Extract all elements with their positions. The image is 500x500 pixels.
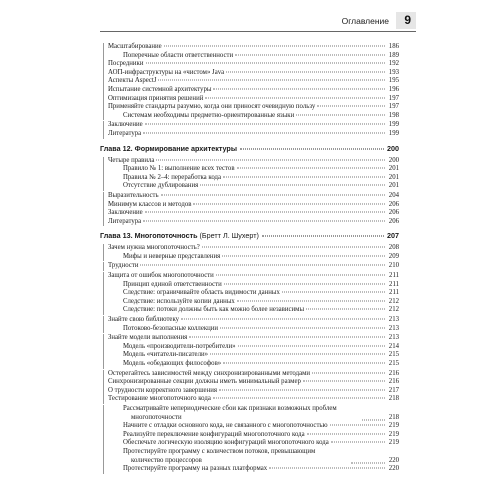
toc-entry-page: 200 — [388, 156, 399, 164]
toc-entry — [108, 157, 399, 166]
leader-dots — [210, 354, 385, 355]
toc-entry — [108, 351, 399, 360]
toc-entry — [108, 121, 399, 130]
toc-entry-title: Выразительность — [108, 191, 159, 199]
toc-entry — [108, 244, 399, 253]
toc-entry-page: 192 — [388, 60, 399, 68]
toc-entry-page: 219 — [388, 439, 399, 447]
toc-entry — [108, 86, 399, 95]
leader-dots — [189, 337, 385, 338]
leader-dots — [282, 292, 385, 293]
leader-dots — [223, 176, 385, 177]
toc-block — [103, 43, 399, 120]
toc-entry-page: 220 — [388, 465, 399, 473]
toc-entry — [108, 395, 399, 404]
toc-entry-page: 211 — [389, 280, 399, 288]
toc-block — [103, 192, 399, 226]
toc-entry-title: Заключение — [108, 121, 143, 129]
toc-entry-title: Применяйте стандарты разумно, когда они приносят очевидную пользу — [108, 103, 316, 111]
leader-dots — [193, 203, 385, 204]
toc-entry-page: 219 — [388, 430, 399, 438]
toc-entry-page: 197 — [388, 94, 399, 102]
toc-block — [103, 244, 399, 261]
toc-entry-page: 206 — [388, 200, 399, 208]
toc-entry-title: Следствие: ограничивайте область видимости данных — [123, 289, 280, 297]
chapter-page: 207 — [387, 231, 399, 241]
chapter-author: (Бретт Л. Шухерт) — [197, 231, 259, 241]
toc-entry-title: Потоково-безопасные коллекции — [123, 324, 219, 332]
toc-entry-page: 201 — [388, 165, 399, 173]
toc-entry-page: 218 — [388, 413, 400, 421]
toc-entry — [108, 43, 399, 52]
toc-entry-page: 199 — [388, 121, 399, 129]
toc-entry-title: Правила № 2–4: переработка кода — [123, 173, 222, 181]
leader-dots — [223, 363, 385, 364]
leader-dots — [143, 220, 385, 221]
toc-block — [103, 121, 399, 138]
toc-entry-title: Испытание системной архитектуры — [108, 85, 212, 93]
toc-entry-page: 209 — [388, 252, 399, 260]
toc-block — [103, 262, 399, 271]
toc-entry — [108, 209, 399, 218]
toc-entry-title: Обеспечьте логическую изоляцию конфигураций многопоточного кода — [123, 439, 329, 447]
toc-entry-title — [123, 405, 360, 422]
toc-entry-title: Аспекты AspectJ — [108, 77, 157, 85]
toc-entry — [108, 289, 399, 298]
toc-entry-page: 210 — [388, 262, 399, 270]
leader-dots — [181, 319, 385, 320]
leader-dots — [330, 425, 385, 426]
leader-dots — [164, 46, 385, 47]
toc-entry — [108, 387, 399, 396]
table-of-contents — [100, 43, 399, 474]
toc-entry-page: 193 — [388, 68, 399, 76]
toc-entry-title: Синхронизированные секции должны иметь минимальный размер — [108, 378, 301, 386]
chapter-heading — [100, 231, 399, 240]
toc-entry — [108, 192, 399, 201]
toc-entry-title: Литература — [108, 129, 142, 137]
toc-entry-page: 195 — [388, 77, 399, 85]
toc-entry-title: Тестирование многопоточного кода — [108, 395, 211, 403]
header-rule — [100, 31, 416, 32]
toc-entry — [108, 281, 399, 290]
leader-dots — [235, 54, 385, 55]
toc-block — [103, 316, 399, 333]
toc-entry-page: 206 — [388, 209, 399, 217]
chapter-title: Глава 12. Формирование архитектуры — [100, 143, 237, 153]
leader-dots — [237, 168, 385, 169]
running-header — [0, 0, 500, 27]
toc-entry-page: 213 — [388, 324, 399, 332]
toc-entry-page: 214 — [388, 342, 399, 350]
chapter-page: 200 — [387, 143, 399, 153]
toc-entry-title: Следствие: потоки должны быть как можно более независимы — [123, 306, 305, 314]
toc-entry-title: Модель «производители-потребители» — [123, 342, 236, 350]
toc-entry — [108, 298, 399, 307]
leader-dots — [351, 463, 385, 464]
toc-entry — [108, 378, 399, 387]
leader-dots — [140, 265, 385, 266]
leader-dots — [226, 71, 385, 72]
toc-entry-title: Модель «обедающих философов» — [123, 360, 222, 367]
toc-entry — [108, 52, 399, 61]
toc-entry-page: 201 — [388, 182, 399, 190]
toc-entry-title: Остерегайтесь зависимостей между синхронизированными методами — [108, 369, 311, 377]
toc-block — [103, 334, 399, 368]
toc-entry — [108, 448, 399, 465]
toc-entry-page: 189 — [388, 51, 399, 59]
toc-entry — [108, 77, 399, 86]
toc-entry-title: Следствие: используйте копии данных — [123, 297, 235, 305]
leader-dots — [216, 275, 385, 276]
toc-entry — [108, 95, 399, 104]
toc-entry-page: 217 — [388, 386, 399, 394]
leader-dots — [303, 381, 385, 382]
toc-entry-title: Знайте модели выполнения — [108, 334, 188, 342]
toc-entry-title: Протестируйте программу на разных платформах — [123, 465, 268, 473]
toc-entry-title: Системам необходимы предметно-ориентированные языки — [123, 111, 295, 119]
running-title: Оглавление — [341, 16, 389, 26]
toc-block — [103, 272, 399, 315]
toc-entry — [108, 182, 399, 191]
toc-entry — [108, 439, 399, 448]
toc-entry-page: 199 — [388, 129, 399, 137]
toc-entry-title: Защита от ошибок многопоточности — [108, 272, 214, 280]
toc-entry-page: 212 — [388, 306, 399, 314]
leader-dots — [202, 247, 385, 248]
toc-entry-page: 216 — [388, 378, 399, 386]
toc-entry-page: 211 — [389, 289, 399, 297]
leader-dots — [269, 468, 385, 469]
toc-entry-title: Литература — [108, 217, 142, 225]
toc-entry — [108, 60, 399, 69]
leader-dots — [238, 345, 385, 346]
toc-entry-page: 213 — [388, 316, 399, 324]
leader-dots — [262, 236, 384, 237]
toc-entry-title: Трудности — [108, 262, 139, 270]
toc-entry — [108, 218, 399, 227]
toc-entry — [108, 130, 399, 139]
toc-entry — [108, 405, 399, 422]
toc-entry — [108, 112, 399, 121]
toc-entry-title: Посредники — [108, 60, 144, 68]
toc-entry — [108, 201, 399, 210]
toc-entry — [108, 69, 399, 78]
toc-entry-title: Поперечные области ответственности — [123, 51, 234, 59]
toc-entry-title: Заключение — [108, 209, 143, 217]
leader-dots — [213, 398, 385, 399]
leader-dots — [240, 148, 384, 149]
toc-entry — [108, 370, 399, 379]
toc-entry-title: О трудности корректного завершения — [108, 386, 217, 394]
toc-entry — [108, 325, 399, 334]
toc-entry-page: 211 — [389, 272, 399, 280]
toc-entry-title: Масштабирование — [108, 43, 162, 50]
toc-entry-title: Оптимизация принятия решений — [108, 94, 204, 102]
toc-entry-page: 208 — [388, 244, 399, 252]
toc-entry-page: 218 — [388, 395, 399, 403]
toc-block — [103, 157, 399, 191]
toc-entry-title: Четыре правила — [108, 156, 155, 164]
toc-entry-title: Принцип единой ответственности — [123, 280, 222, 288]
toc-entry — [108, 316, 399, 325]
toc-entry-title-line: количество процессоров — [131, 456, 202, 464]
toc-entry-page: 198 — [388, 111, 399, 119]
toc-entry-title: Зачем нужна многопоточность? — [108, 244, 200, 252]
toc-entry — [108, 343, 399, 352]
leader-dots — [219, 389, 385, 390]
toc-entry — [108, 465, 399, 474]
page-number: 9 — [404, 13, 411, 27]
leader-dots — [222, 255, 385, 256]
toc-entry — [108, 431, 399, 440]
toc-entry — [108, 165, 399, 174]
toc-entry-title: АОП-инфраструктуры на «чистом» Java — [108, 68, 225, 76]
toc-entry-title: Реализуйте переключение конфигураций многопоточного кода — [123, 430, 305, 438]
toc-entry — [108, 334, 399, 343]
toc-entry-title: Начните с отладки основного кода, не связанного с многопоточностью — [123, 422, 328, 430]
toc-entry — [108, 103, 399, 112]
toc-entry — [108, 306, 399, 315]
leader-dots — [156, 159, 385, 160]
leader-dots — [317, 106, 385, 107]
toc-entry — [108, 262, 399, 271]
toc-entry-page: 219 — [388, 422, 399, 430]
chapter-title — [100, 231, 259, 240]
leader-dots — [362, 420, 385, 421]
toc-entry — [108, 360, 399, 369]
toc-entry-title: Модель «читатели-писатели» — [123, 351, 209, 359]
leader-dots — [158, 80, 385, 81]
toc-entry-title: Знайте свою библиотеку — [108, 316, 180, 324]
leader-dots — [145, 212, 385, 213]
leader-dots — [161, 194, 385, 195]
toc-entry — [108, 253, 399, 262]
toc-entry-page: 197 — [388, 103, 399, 111]
toc-entry — [108, 174, 399, 183]
toc-entry-title — [123, 448, 349, 465]
toc-entry — [108, 272, 399, 281]
leader-dots — [237, 300, 385, 301]
chapter-heading — [100, 144, 399, 153]
leader-dots — [145, 124, 385, 125]
leader-dots — [143, 132, 385, 133]
toc-block — [103, 405, 399, 474]
toc-entry-page: 206 — [388, 217, 399, 225]
toc-entry-page: 216 — [388, 369, 399, 377]
chapter-title-main: Глава 13. Многопоточность — [100, 231, 198, 241]
toc-entry-title-line: многопоточности — [131, 413, 182, 421]
toc-entry-title: Минимум классов и методов — [108, 200, 192, 208]
toc-entry-page: 215 — [388, 360, 399, 367]
toc-entry-page: 215 — [388, 351, 399, 359]
leader-dots — [331, 442, 385, 443]
leader-dots — [220, 327, 385, 328]
leader-dots — [205, 97, 385, 98]
toc-entry-title-line: Рассматривайте непериодические сбои как признаки возможных проблем — [123, 404, 337, 412]
toc-entry-title-line: Протестируйте программу с количеством потоков, превышающим — [123, 447, 316, 455]
toc-entry-page: 204 — [388, 191, 399, 199]
leader-dots — [224, 283, 385, 284]
toc-entry-page: 196 — [388, 85, 399, 93]
toc-entry-title: Отсутствие дублирования — [123, 182, 199, 190]
toc-entry-page: 213 — [388, 334, 399, 342]
leader-dots — [200, 185, 385, 186]
toc-entry-page: 201 — [388, 173, 399, 181]
toc-entry — [108, 422, 399, 431]
leader-dots — [213, 88, 385, 89]
toc-entry-page: 186 — [388, 43, 399, 50]
toc-entry-page: 212 — [388, 297, 399, 305]
toc-entry-page: 220 — [388, 456, 400, 464]
leader-dots — [312, 372, 385, 373]
leader-dots — [146, 63, 386, 64]
toc-block — [103, 370, 399, 404]
leader-dots — [307, 433, 385, 434]
toc-entry-title: Мифы и неверные представления — [123, 252, 221, 260]
leader-dots — [306, 309, 385, 310]
toc-entry-title: Правило № 1: выполнение всех тестов — [123, 165, 235, 173]
leader-dots — [296, 114, 385, 115]
